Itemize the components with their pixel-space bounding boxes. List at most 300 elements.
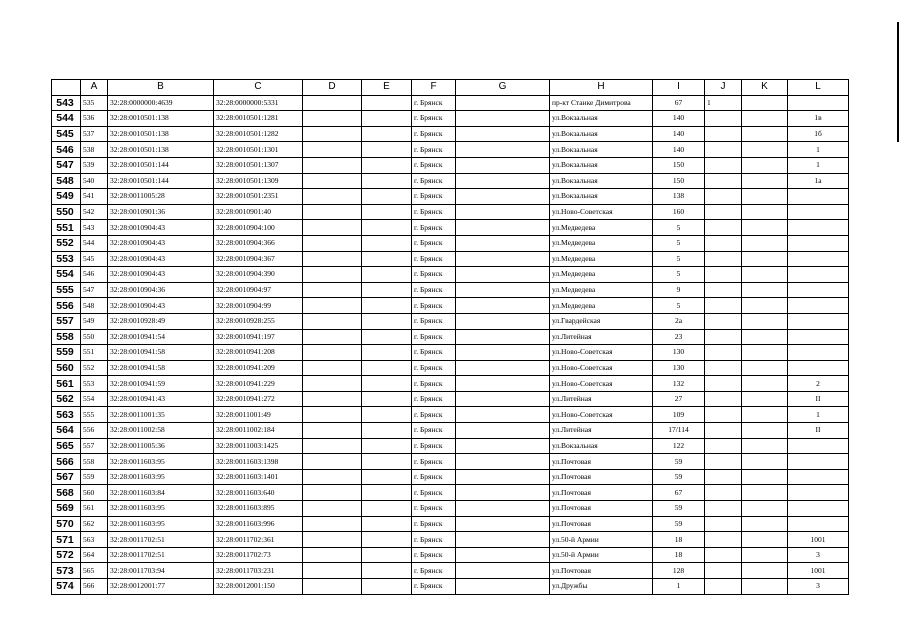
cell-a[interactable]: 557 [81,438,108,454]
row-number[interactable]: 561 [52,376,81,392]
cell-g[interactable] [456,469,550,485]
cell-l[interactable] [788,438,849,454]
cell-k[interactable] [742,95,788,111]
cell-f[interactable]: г. Брянск [412,329,456,345]
cell-e[interactable] [362,157,412,173]
cell-e[interactable] [362,454,412,470]
cell-i[interactable]: 67 [653,485,705,501]
cell-a[interactable]: 554 [81,391,108,407]
cell-k[interactable] [742,407,788,423]
cell-g[interactable] [456,532,550,548]
cell-g[interactable] [456,407,550,423]
cell-b[interactable]: 32:28:0010928:49 [108,313,214,329]
cell-f[interactable]: г. Брянск [412,189,456,205]
cell-k[interactable] [742,313,788,329]
cell-d[interactable] [303,345,362,361]
cell-a[interactable]: 566 [81,579,108,595]
cell-b[interactable]: 32:28:0011603:95 [108,516,214,532]
cell-h[interactable]: ул.Почтовая [550,469,653,485]
cell-h[interactable]: ул.Ново-Советская [550,376,653,392]
row-number[interactable]: 574 [52,579,81,595]
cell-a[interactable]: 550 [81,329,108,345]
cell-g[interactable] [456,126,550,142]
cell-f[interactable]: г. Брянск [412,423,456,439]
cell-e[interactable] [362,469,412,485]
cell-l[interactable] [788,235,849,251]
row-number[interactable]: 557 [52,313,81,329]
cell-l[interactable]: 1 [788,157,849,173]
cell-i[interactable]: 27 [653,391,705,407]
cell-g[interactable] [456,282,550,298]
cell-g[interactable] [456,501,550,517]
cell-d[interactable] [303,438,362,454]
cell-k[interactable] [742,469,788,485]
cell-i[interactable]: 9 [653,282,705,298]
cell-j[interactable] [705,501,742,517]
cell-c[interactable]: 32:28:0011702:361 [214,532,303,548]
cell-h[interactable]: ул.Почтовая [550,516,653,532]
cell-j[interactable] [705,391,742,407]
cell-j[interactable] [705,298,742,314]
row-number[interactable]: 570 [52,516,81,532]
cell-h[interactable]: ул.Медведева [550,282,653,298]
cell-b[interactable]: 32:28:0011005:28 [108,189,214,205]
cell-g[interactable] [456,111,550,127]
cell-f[interactable]: г. Брянск [412,298,456,314]
cell-d[interactable] [303,95,362,111]
cell-f[interactable]: г. Брянск [412,516,456,532]
cell-h[interactable]: ул.Почтовая [550,501,653,517]
cell-a[interactable]: 565 [81,563,108,579]
row-number[interactable]: 565 [52,438,81,454]
cell-i[interactable]: 59 [653,469,705,485]
cell-c[interactable]: 32:28:0010501:1307 [214,157,303,173]
cell-i[interactable]: 130 [653,360,705,376]
cell-i[interactable]: 5 [653,267,705,283]
cell-b[interactable]: 32:28:0010941:54 [108,329,214,345]
cell-b[interactable]: 32:28:0012001:77 [108,579,214,595]
cell-e[interactable] [362,298,412,314]
row-number[interactable]: 543 [52,95,81,111]
cell-j[interactable] [705,251,742,267]
cell-c[interactable]: 32:28:0010941:229 [214,376,303,392]
cell-j[interactable] [705,376,742,392]
cell-j[interactable] [705,235,742,251]
cell-a[interactable]: 563 [81,532,108,548]
cell-j[interactable] [705,204,742,220]
cell-i[interactable]: 59 [653,454,705,470]
cell-g[interactable] [456,423,550,439]
cell-e[interactable] [362,329,412,345]
cell-e[interactable] [362,485,412,501]
cell-d[interactable] [303,532,362,548]
cell-l[interactable]: II [788,391,849,407]
cell-h[interactable]: ул.Дружбы [550,579,653,595]
cell-d[interactable] [303,235,362,251]
cell-h[interactable]: ул.Ново-Советская [550,360,653,376]
cell-b[interactable]: 32:28:0010501:144 [108,157,214,173]
cell-k[interactable] [742,376,788,392]
cell-f[interactable]: г. Брянск [412,282,456,298]
row-number[interactable]: 564 [52,423,81,439]
cell-l[interactable]: 1а [788,173,849,189]
cell-l[interactable] [788,516,849,532]
cell-a[interactable]: 552 [81,360,108,376]
cell-l[interactable]: 2 [788,376,849,392]
row-number[interactable]: 571 [52,532,81,548]
cell-d[interactable] [303,329,362,345]
cell-e[interactable] [362,360,412,376]
cell-h[interactable]: ул.Медведева [550,298,653,314]
cell-l[interactable]: 1 [788,142,849,158]
cell-j[interactable] [705,485,742,501]
row-number[interactable]: 544 [52,111,81,127]
cell-l[interactable]: 1001 [788,563,849,579]
row-number[interactable]: 554 [52,267,81,283]
cell-k[interactable] [742,282,788,298]
cell-c[interactable]: 32:28:0010941:208 [214,345,303,361]
cell-b[interactable]: 32:28:0010501:138 [108,142,214,158]
cell-f[interactable]: г. Брянск [412,547,456,563]
cell-e[interactable] [362,126,412,142]
cell-j[interactable] [705,313,742,329]
cell-l[interactable] [788,220,849,236]
cell-c[interactable]: 32:28:0010904:100 [214,220,303,236]
cell-e[interactable] [362,313,412,329]
cell-b[interactable]: 32:28:0011603:95 [108,469,214,485]
cell-b[interactable]: 32:28:0010941:58 [108,345,214,361]
cell-h[interactable]: ул.Медведева [550,235,653,251]
cell-h[interactable]: ул.Вокзальная [550,126,653,142]
cell-k[interactable] [742,204,788,220]
cell-a[interactable]: 553 [81,376,108,392]
cell-l[interactable]: 3 [788,579,849,595]
cell-a[interactable]: 562 [81,516,108,532]
cell-l[interactable]: 3 [788,547,849,563]
cell-k[interactable] [742,220,788,236]
cell-e[interactable] [362,267,412,283]
cell-h[interactable]: ул.Вокзальная [550,189,653,205]
cell-g[interactable] [456,454,550,470]
cell-i[interactable]: 67 [653,95,705,111]
cell-k[interactable] [742,391,788,407]
cell-e[interactable] [362,391,412,407]
row-number[interactable]: 572 [52,547,81,563]
cell-e[interactable] [362,579,412,595]
cell-g[interactable] [456,189,550,205]
cell-f[interactable]: г. Брянск [412,360,456,376]
cell-c[interactable]: 32:28:0010928:255 [214,313,303,329]
cell-e[interactable] [362,532,412,548]
cell-i[interactable]: 150 [653,157,705,173]
cell-j[interactable] [705,126,742,142]
cell-b[interactable]: 32:28:0010501:138 [108,111,214,127]
cell-i[interactable]: 59 [653,516,705,532]
cell-j[interactable] [705,454,742,470]
cell-i[interactable]: 132 [653,376,705,392]
cell-a[interactable]: 538 [81,142,108,158]
cell-j[interactable] [705,329,742,345]
cell-k[interactable] [742,454,788,470]
cell-i[interactable]: 5 [653,251,705,267]
cell-l[interactable] [788,267,849,283]
cell-i[interactable]: 23 [653,329,705,345]
cell-e[interactable] [362,204,412,220]
cell-j[interactable] [705,282,742,298]
cell-g[interactable] [456,438,550,454]
cell-i[interactable]: 18 [653,547,705,563]
cell-d[interactable] [303,360,362,376]
cell-g[interactable] [456,173,550,189]
cell-k[interactable] [742,485,788,501]
cell-h[interactable]: ул.Почтовая [550,485,653,501]
cell-l[interactable] [788,345,849,361]
cell-f[interactable]: г. Брянск [412,220,456,236]
cell-g[interactable] [456,360,550,376]
cell-a[interactable]: 535 [81,95,108,111]
row-number[interactable]: 549 [52,189,81,205]
cell-d[interactable] [303,516,362,532]
cell-l[interactable] [788,501,849,517]
cell-a[interactable]: 545 [81,251,108,267]
cell-d[interactable] [303,391,362,407]
row-number[interactable]: 547 [52,157,81,173]
cell-b[interactable]: 32:28:0011603:95 [108,454,214,470]
cell-h[interactable]: ул.Почтовая [550,454,653,470]
cell-d[interactable] [303,157,362,173]
cell-f[interactable]: г. Брянск [412,173,456,189]
cell-k[interactable] [742,547,788,563]
cell-f[interactable]: г. Брянск [412,204,456,220]
cell-j[interactable] [705,142,742,158]
cell-j[interactable] [705,579,742,595]
cell-a[interactable]: 556 [81,423,108,439]
cell-c[interactable]: 32:28:0010501:1301 [214,142,303,158]
cell-a[interactable]: 544 [81,235,108,251]
cell-a[interactable]: 555 [81,407,108,423]
cell-c[interactable]: 32:28:0011603:1398 [214,454,303,470]
cell-b[interactable]: 32:28:0010904:43 [108,267,214,283]
cell-g[interactable] [456,516,550,532]
cell-e[interactable] [362,516,412,532]
cell-k[interactable] [742,251,788,267]
cell-h[interactable]: ул.Гвардейская [550,313,653,329]
cell-c[interactable]: 32:28:0010501:1282 [214,126,303,142]
row-number[interactable]: 569 [52,501,81,517]
cell-a[interactable]: 558 [81,454,108,470]
cell-k[interactable] [742,329,788,345]
cell-j[interactable] [705,345,742,361]
cell-c[interactable]: 32:28:0011603:895 [214,501,303,517]
row-number[interactable]: 548 [52,173,81,189]
cell-g[interactable] [456,220,550,236]
cell-f[interactable]: г. Брянск [412,313,456,329]
cell-a[interactable]: 547 [81,282,108,298]
cell-l[interactable] [788,329,849,345]
cell-h[interactable]: ул.Литейная [550,423,653,439]
row-number[interactable]: 556 [52,298,81,314]
row-number[interactable]: 545 [52,126,81,142]
cell-l[interactable] [788,360,849,376]
cell-h[interactable]: ул.Литейная [550,329,653,345]
cell-g[interactable] [456,329,550,345]
cell-k[interactable] [742,423,788,439]
cell-e[interactable] [362,111,412,127]
cell-b[interactable]: 32:28:0010941:43 [108,391,214,407]
cell-b[interactable]: 32:28:0011002:58 [108,423,214,439]
cell-g[interactable] [456,579,550,595]
cell-f[interactable]: г. Брянск [412,376,456,392]
cell-k[interactable] [742,173,788,189]
cell-f[interactable]: г. Брянск [412,111,456,127]
cell-b[interactable]: 32:28:0010904:36 [108,282,214,298]
cell-a[interactable]: 542 [81,204,108,220]
cell-k[interactable] [742,579,788,595]
cell-c[interactable]: 32:28:0012001:150 [214,579,303,595]
cell-l[interactable] [788,251,849,267]
cell-c[interactable]: 32:28:0011603:996 [214,516,303,532]
cell-i[interactable]: 109 [653,407,705,423]
cell-k[interactable] [742,345,788,361]
cell-b[interactable]: 32:28:0010501:144 [108,173,214,189]
cell-h[interactable]: ул.Вокзальная [550,173,653,189]
cell-l[interactable] [788,298,849,314]
cell-d[interactable] [303,376,362,392]
cell-k[interactable] [742,142,788,158]
cell-g[interactable] [456,547,550,563]
row-number[interactable]: 546 [52,142,81,158]
cell-e[interactable] [362,501,412,517]
cell-d[interactable] [303,547,362,563]
cell-b[interactable]: 32:28:0010941:58 [108,360,214,376]
cell-e[interactable] [362,563,412,579]
cell-j[interactable] [705,423,742,439]
cell-j[interactable] [705,469,742,485]
cell-e[interactable] [362,95,412,111]
cell-i[interactable]: 1 [653,579,705,595]
cell-j[interactable] [705,360,742,376]
cell-e[interactable] [362,235,412,251]
cell-i[interactable]: 18 [653,532,705,548]
cell-f[interactable]: г. Брянск [412,454,456,470]
cell-d[interactable] [303,579,362,595]
cell-d[interactable] [303,126,362,142]
cell-e[interactable] [362,547,412,563]
cell-f[interactable]: г. Брянск [412,563,456,579]
cell-g[interactable] [456,298,550,314]
cell-g[interactable] [456,485,550,501]
row-number[interactable]: 553 [52,251,81,267]
cell-l[interactable]: II [788,423,849,439]
cell-k[interactable] [742,111,788,127]
cell-h[interactable]: пр-кт Станке Димитрова [550,95,653,111]
cell-d[interactable] [303,485,362,501]
cell-c[interactable]: 32:28:0010941:272 [214,391,303,407]
cell-h[interactable]: ул.Литейная [550,391,653,407]
cell-d[interactable] [303,407,362,423]
cell-b[interactable]: 32:28:0010904:43 [108,235,214,251]
cell-j[interactable] [705,407,742,423]
cell-f[interactable]: г. Брянск [412,407,456,423]
cell-e[interactable] [362,376,412,392]
cell-a[interactable]: 546 [81,267,108,283]
cell-c[interactable]: 32:28:0010501:1309 [214,173,303,189]
cell-l[interactable] [788,313,849,329]
row-number[interactable]: 550 [52,204,81,220]
cell-j[interactable] [705,438,742,454]
cell-h[interactable]: ул.Вокзальная [550,142,653,158]
cell-h[interactable]: ул.Медведева [550,267,653,283]
cell-c[interactable]: 32:28:0011001:49 [214,407,303,423]
cell-k[interactable] [742,360,788,376]
cell-b[interactable]: 32:28:0011603:95 [108,501,214,517]
cell-k[interactable] [742,532,788,548]
cell-i[interactable]: 138 [653,189,705,205]
cell-l[interactable] [788,469,849,485]
cell-j[interactable] [705,157,742,173]
cell-b[interactable]: 32:28:0011702:51 [108,532,214,548]
cell-d[interactable] [303,423,362,439]
row-number[interactable]: 560 [52,360,81,376]
cell-d[interactable] [303,501,362,517]
cell-i[interactable]: 130 [653,345,705,361]
cell-i[interactable]: 122 [653,438,705,454]
cell-d[interactable] [303,189,362,205]
cell-l[interactable]: 1в [788,111,849,127]
row-number[interactable]: 558 [52,329,81,345]
cell-c[interactable]: 32:28:0011603:1401 [214,469,303,485]
cell-i[interactable]: 140 [653,142,705,158]
cell-g[interactable] [456,563,550,579]
cell-a[interactable]: 543 [81,220,108,236]
cell-j[interactable] [705,220,742,236]
cell-i[interactable]: 5 [653,220,705,236]
cell-a[interactable]: 560 [81,485,108,501]
cell-j[interactable]: 1 [705,95,742,111]
cell-j[interactable] [705,267,742,283]
row-number[interactable]: 562 [52,391,81,407]
cell-c[interactable]: 32:28:0010941:209 [214,360,303,376]
cell-a[interactable]: 551 [81,345,108,361]
cell-c[interactable]: 32:28:0010904:367 [214,251,303,267]
cell-k[interactable] [742,438,788,454]
cell-c[interactable]: 32:28:0010904:99 [214,298,303,314]
cell-h[interactable]: ул.50-й Армии [550,547,653,563]
cell-g[interactable] [456,142,550,158]
cell-c[interactable]: 32:28:0011702:73 [214,547,303,563]
cell-d[interactable] [303,469,362,485]
cell-f[interactable]: г. Брянск [412,267,456,283]
cell-l[interactable] [788,282,849,298]
cell-l[interactable] [788,189,849,205]
cell-d[interactable] [303,173,362,189]
cell-e[interactable] [362,423,412,439]
cell-h[interactable]: ул.Медведева [550,220,653,236]
cell-b[interactable]: 32:28:0010904:43 [108,298,214,314]
cell-j[interactable] [705,173,742,189]
cell-g[interactable] [456,376,550,392]
cell-e[interactable] [362,142,412,158]
cell-d[interactable] [303,282,362,298]
cell-e[interactable] [362,438,412,454]
row-number[interactable]: 573 [52,563,81,579]
cell-c[interactable]: 32:28:0010904:390 [214,267,303,283]
cell-b[interactable]: 32:28:0010941:59 [108,376,214,392]
cell-e[interactable] [362,345,412,361]
cell-i[interactable]: 5 [653,298,705,314]
cell-l[interactable] [788,454,849,470]
cell-d[interactable] [303,220,362,236]
